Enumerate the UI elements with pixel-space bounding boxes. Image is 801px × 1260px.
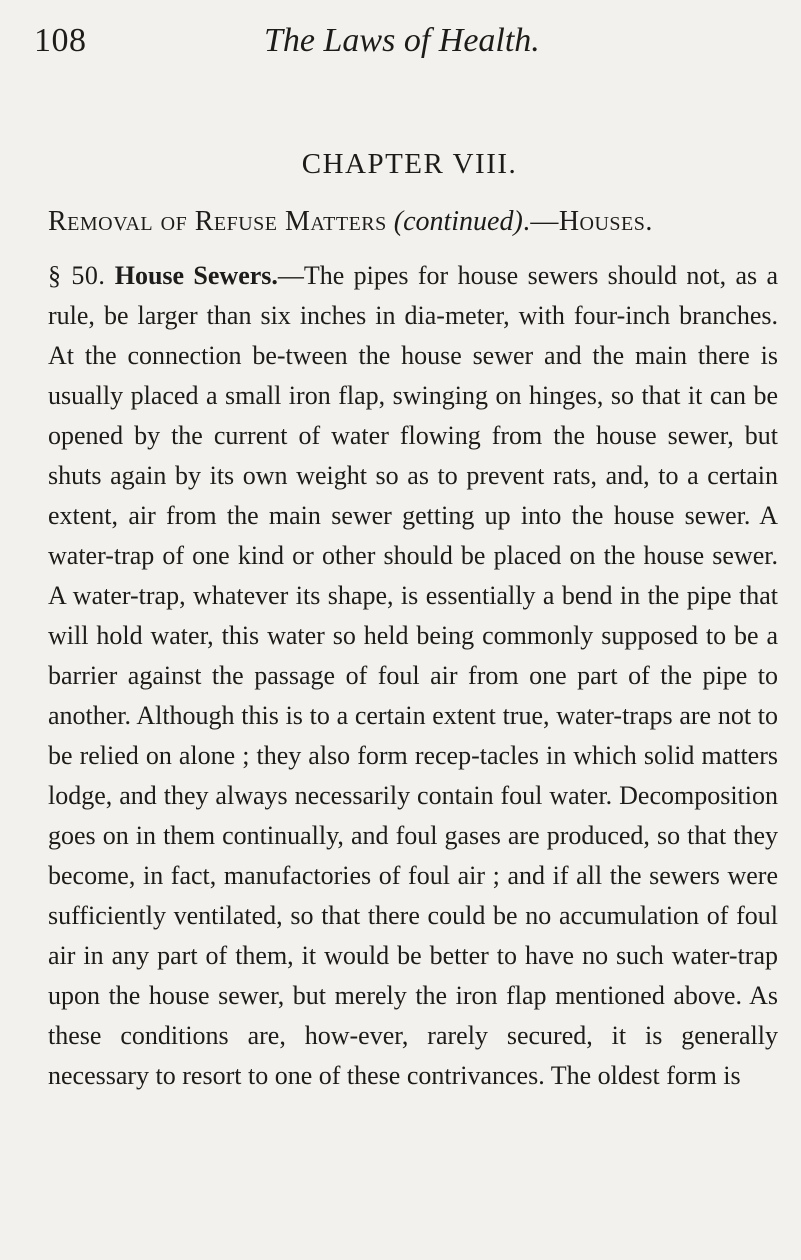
paragraph-number: § 50. [48, 261, 106, 290]
section-heading [48, 204, 776, 240]
section-subject: .—Houses. [522, 206, 653, 237]
section-title: Removal of Refuse Matters [48, 206, 387, 237]
paragraph-text: —The pipes for house sewers should not, as a rule, be larger than six inches in dia-meter, with four-inch branches. At the connection be-tween the house sewer and the main there is usually placed a small iron flap, swinging on hinges, so that it can be opened by the current of water flowing from the house sewer, but shuts again by its own weight so as to prevent rats, and, to a certain extent, air from the main sewer getting up into the house sewer. A water-trap of one kind or other should be placed on the house sewer. A water-trap, whatever its shape, is essentially a bend in the pipe that will hold water, this water so held being commonly supposed to be a barrier against the passage of foul air from one part of the pipe to another. Although this is to a certain extent true, water-traps are not to be relied on alone ; they also form recep-tacles in which solid matters lodge, and they always necessarily contain foul water. Decomposition goes on in them continually, and foul gases are produced, so that they become, in fact, manufactories of foul air ; and if all the sewers were sufficiently ventilated, so that there could be no accumulation of foul air in any part of them, it would be better to have no such water-trap upon the house sewer, but merely the iron flap mentioned above. As these conditions are, how-ever, rarely secured, it is generally necessary to resort to one of these contrivances. The oldest form is [48, 261, 779, 1090]
running-title: The Laws of Health. [264, 22, 540, 59]
section-continued-note: (continued) [393, 206, 523, 237]
body-paragraph [48, 256, 778, 1096]
running-head [34, 14, 775, 68]
paragraph-title: House Sewers. [114, 261, 278, 290]
chapter-heading: CHAPTER VIII. [301, 148, 518, 180]
page-number: 108 [34, 22, 87, 59]
